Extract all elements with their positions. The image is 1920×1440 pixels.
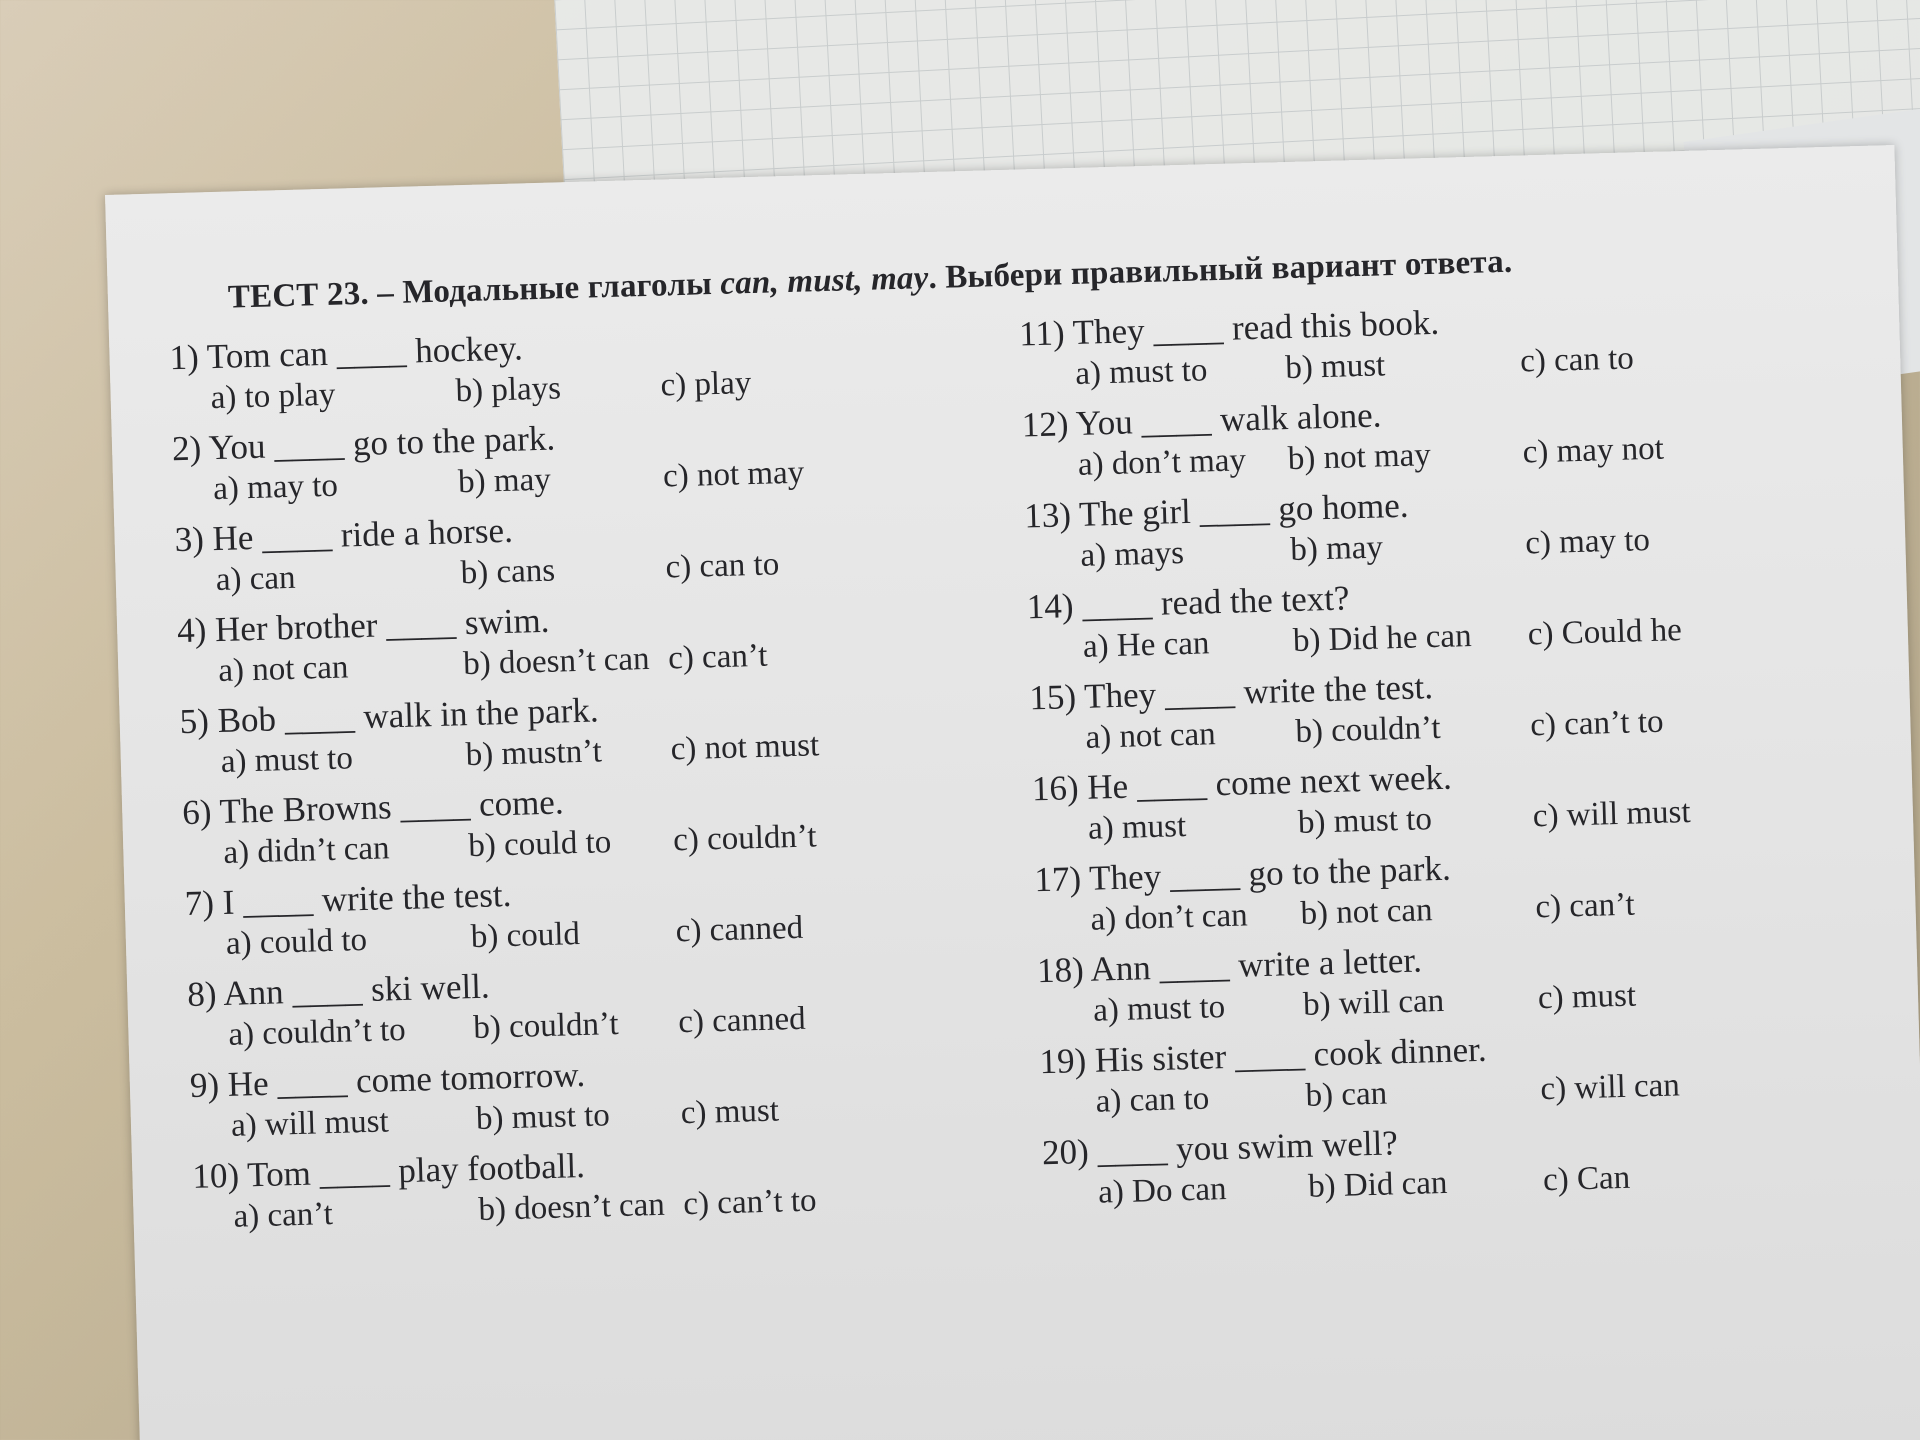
- option-a: a) must: [1087, 808, 1187, 847]
- option-b: b) may: [1289, 529, 1384, 569]
- question-text: 7) I ____ write the test.: [184, 874, 512, 924]
- option-a: a) to play: [210, 376, 336, 417]
- option-c: c) must: [1537, 977, 1637, 1017]
- option-a: a) couldn’t to: [227, 1011, 407, 1053]
- option-b: b) not may: [1287, 437, 1432, 478]
- question-text: 3) He ____ ride a horse.: [174, 510, 514, 560]
- option-b: b) cans: [460, 552, 556, 592]
- option-b: b) couldn’t: [472, 1005, 619, 1047]
- option-b: b) not can: [1300, 892, 1433, 932]
- title-prefix: ТЕСТ 23. – Модальные глаголы: [227, 265, 721, 316]
- option-c: c) play: [660, 365, 752, 404]
- option-b: b) could: [470, 916, 581, 956]
- option-a: a) can: [215, 559, 296, 599]
- left-column: [169, 316, 974, 1247]
- option-b: b) couldn’t: [1294, 709, 1442, 750]
- option-c: c) canned: [677, 1000, 807, 1041]
- question-text: 10) Tom ____ play football.: [191, 1145, 586, 1196]
- title-suffix: . Выбери правильный вариант ответа.: [927, 243, 1513, 297]
- option-b: b) mustn’t: [465, 733, 603, 774]
- option-b: b) must to: [475, 1097, 611, 1137]
- option-b: b) can: [1305, 1075, 1388, 1114]
- option-a: a) must to: [220, 740, 354, 780]
- option-b: b) may: [457, 461, 552, 501]
- option-c: c) not must: [670, 727, 820, 768]
- option-c: c) Can: [1542, 1159, 1631, 1199]
- option-a: a) don’t can: [1090, 897, 1249, 938]
- question-text: 5) Bob ____ walk in the park.: [179, 690, 600, 742]
- option-a: a) not can: [217, 649, 349, 690]
- option-a: a) may to: [212, 467, 339, 508]
- option-c: c) can’t to: [1529, 703, 1664, 744]
- question-text: 20) ____ you swim well?: [1041, 1123, 1399, 1173]
- question-text: 15) They ____ write the test.: [1028, 667, 1434, 718]
- title-verbs: can, must, may: [719, 260, 929, 302]
- test-sheet: [105, 145, 1920, 1440]
- option-b: b) plays: [455, 370, 562, 410]
- option-c: c) may to: [1524, 522, 1651, 562]
- option-b: b) will can: [1302, 982, 1445, 1023]
- option-c: c) may not: [1522, 430, 1665, 471]
- question-text: 17) They ____ go to the park.: [1033, 848, 1452, 900]
- option-c: c) can’t: [1534, 886, 1636, 926]
- question-text: 4) Her brother ____ swim.: [176, 600, 550, 651]
- option-c: c) will must: [1532, 793, 1692, 835]
- option-a: a) will must: [230, 1103, 390, 1144]
- option-a: a) can to: [1095, 1080, 1210, 1120]
- option-b: b) could to: [467, 824, 612, 865]
- question-text: 9) He ____ come tomorrow.: [189, 1054, 586, 1105]
- question-text: 11) They ____ read this book.: [1018, 302, 1440, 354]
- option-b: b) doesn’t can: [462, 640, 651, 683]
- option-a: a) He can: [1082, 625, 1210, 665]
- question-text: 12) You ____ walk alone.: [1021, 395, 1382, 445]
- right-column: [1019, 292, 1844, 1224]
- option-c: c) will can: [1540, 1067, 1681, 1108]
- option-a: a) must to: [1092, 989, 1226, 1029]
- option-a: a) mays: [1079, 535, 1185, 574]
- option-a: a) not can: [1085, 716, 1217, 756]
- option-c: c) must: [680, 1092, 780, 1132]
- option-c: c) can to: [665, 546, 780, 586]
- option-b: b) must: [1284, 347, 1386, 387]
- option-b: b) must to: [1297, 801, 1433, 841]
- option-c: c) can to: [1519, 340, 1635, 380]
- question-text: 14) ____ read the text?: [1026, 578, 1350, 627]
- option-b: b) Did he can: [1292, 618, 1473, 659]
- option-a: a) must to: [1074, 352, 1208, 392]
- option-c: c) couldn’t: [672, 818, 817, 859]
- option-a: a) didn’t can: [222, 830, 391, 871]
- option-c: c) not may: [662, 454, 805, 495]
- option-a: a) could to: [225, 921, 368, 962]
- question-text: 18) Ann ____ write a letter.: [1036, 940, 1423, 991]
- option-c: c) can’t to: [682, 1182, 818, 1223]
- option-b: b) doesn’t can: [477, 1186, 666, 1228]
- option-a: a) can’t: [233, 1196, 334, 1235]
- question-text: 1) Tom can ____ hockey.: [169, 328, 524, 378]
- option-c: c) canned: [675, 909, 804, 950]
- question-text: 2) You ____ go to the park.: [171, 418, 556, 469]
- question-text: 6) The Browns ____ come.: [181, 782, 565, 833]
- option-a: a) Do can: [1097, 1171, 1227, 1211]
- option-c: c) can’t: [667, 637, 768, 677]
- option-c: c) Could he: [1527, 612, 1683, 653]
- question-text: 19) His sister ____ cook dinner.: [1039, 1029, 1488, 1082]
- question-text: 13) The girl ____ go home.: [1023, 485, 1410, 536]
- question-text: 16) He ____ come next week.: [1031, 757, 1453, 809]
- option-a: a) don’t may: [1077, 442, 1247, 483]
- question-text: 8) Ann ____ ski well.: [186, 966, 491, 1015]
- option-b: b) Did can: [1307, 1164, 1448, 1205]
